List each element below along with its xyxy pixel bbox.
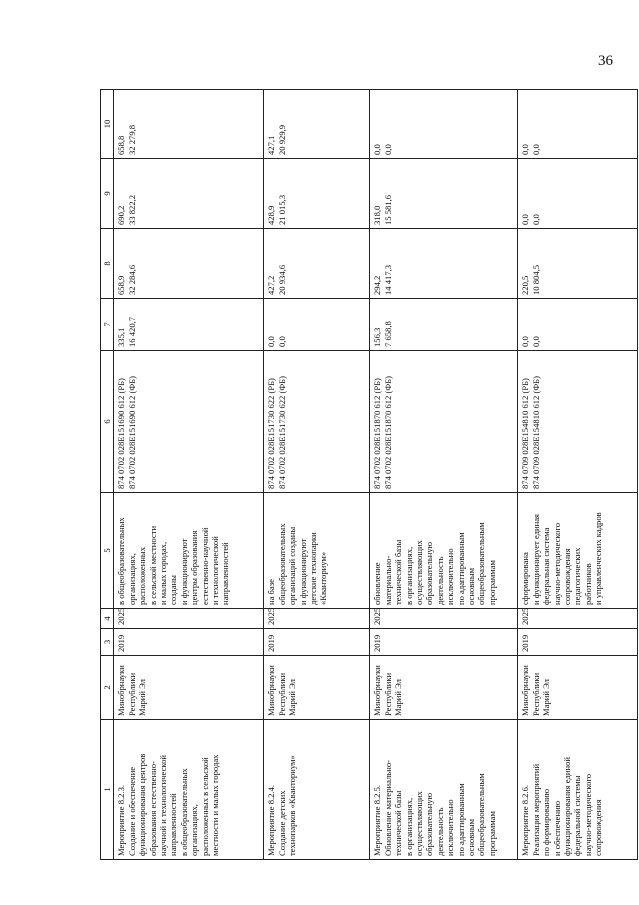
cell-line: 20 929,9: [276, 124, 287, 155]
cell-line: технической базы: [393, 790, 404, 856]
table-body: [114, 90, 638, 860]
cell-col-8: [264, 229, 370, 299]
cell-line: исключительно: [445, 548, 456, 605]
table-row: [114, 90, 264, 860]
cell-line: направленностей: [168, 793, 179, 856]
cell-line: 32 284,6: [126, 264, 137, 295]
column-header-2: 2: [101, 656, 114, 720]
cell-line: Мероприятие 8.2.4.: [266, 784, 277, 856]
cell-line: 33 822,2: [126, 194, 137, 225]
cell-line: технопарков «Кванториум»: [287, 755, 298, 856]
cell-col-4: 2025: [518, 609, 638, 629]
cell-line: 0,0: [530, 336, 541, 347]
header-row: [101, 90, 114, 860]
cell-line: работников: [582, 563, 593, 605]
cell-line: 335,1: [116, 327, 127, 347]
cell-line: и малых городах,: [158, 541, 169, 605]
cell-col-6: [264, 351, 370, 493]
cell-line: общеобразовательных: [276, 523, 287, 605]
column-header-5: 5: [101, 493, 114, 609]
cell-col-2: [114, 656, 264, 720]
cell-line: и функционируют: [178, 538, 189, 605]
cell-line: по адаптированным: [455, 532, 466, 605]
cell-line: технической базы: [393, 539, 404, 605]
cell-line: 0,0: [276, 336, 287, 347]
cell-line: 0,0: [266, 336, 277, 347]
cell-line: созданы: [168, 575, 179, 605]
cell-line: функционирования центров: [137, 753, 148, 856]
cell-line: научно-методического: [551, 522, 562, 605]
cell-line: и функционирует единая: [530, 514, 541, 605]
cell-line: Республики: [530, 672, 541, 716]
cell-line: по адаптированным: [455, 783, 466, 856]
cell-line: 15 581,6: [382, 194, 393, 225]
cell-line: основным: [466, 567, 477, 605]
cell-line: Обновление материально-: [382, 760, 393, 856]
cell-line: 0,0: [530, 214, 541, 225]
cell-line: общеобразовательным: [476, 522, 487, 605]
cell-line: 294,2: [372, 275, 383, 295]
cell-line: Минобрнауки: [372, 665, 383, 716]
cell-line: организаций созданы: [287, 526, 298, 605]
cell-line: педагогических: [572, 547, 583, 605]
cell-line: 20 934,6: [276, 264, 287, 295]
cell-line: в организациях,: [403, 797, 414, 856]
column-header-4: 4: [101, 609, 114, 629]
cell-line: 874 0702 028E151870 612 (ФБ): [382, 376, 393, 489]
cell-col-7: [370, 299, 518, 351]
cell-line: 874 0702 028E151870 612 (РБ): [372, 378, 383, 489]
cell-col-1: [518, 720, 638, 860]
cell-line: Марий Эл: [393, 679, 404, 716]
cell-line: 16 420,7: [126, 316, 137, 347]
cell-col-3: 2019: [370, 629, 518, 656]
cell-col-9: [264, 159, 370, 229]
cell-line: Марий Эл: [541, 679, 552, 716]
cell-line: основным: [466, 818, 477, 856]
cell-line: 0,0: [520, 336, 531, 347]
cell-line: Республики: [126, 672, 137, 716]
cell-line: 21 015,3: [276, 194, 287, 225]
rotated-table-container: [100, 90, 605, 860]
cell-line: 10 804,5: [530, 264, 541, 295]
cell-line: программам: [486, 560, 497, 605]
cell-line: детские технопарки: [308, 532, 319, 605]
table-row: [518, 90, 638, 860]
cell-col-8: [370, 229, 518, 299]
cell-line: Создание детских: [276, 790, 287, 856]
cell-col-5: [114, 493, 264, 609]
cell-line: Создание и обеспечение: [126, 766, 137, 856]
column-header-9: 9: [101, 159, 114, 229]
cell-line: 874 0702 028E151730 622 (РБ): [266, 378, 277, 489]
cell-col-9: [114, 159, 264, 229]
cell-line: функционирования единой: [562, 757, 573, 856]
cell-line: сопровождения: [562, 548, 573, 605]
cell-line: 874 0702 028E151690 612 (РБ): [116, 378, 127, 489]
cell-line: федеральной системы: [572, 775, 583, 856]
cell-line: 7 658,8: [382, 321, 393, 347]
cell-col-2: [370, 656, 518, 720]
cell-col-7: [114, 299, 264, 351]
cell-line: местности и малых городах: [210, 754, 221, 856]
cell-line: обновление: [372, 562, 383, 605]
cell-line: общеобразовательным: [476, 773, 487, 856]
cell-line: Республики: [276, 672, 287, 716]
cell-line: 427,2: [266, 275, 277, 295]
cell-line: в общеобразовательных: [178, 768, 189, 856]
cell-col-4: 2025: [114, 609, 264, 629]
cell-line: и технологической: [210, 536, 221, 605]
cell-line: 874 0702 028E151690 612 (ФБ): [126, 376, 137, 489]
column-header-1: 1: [101, 720, 114, 860]
cell-col-6: [370, 351, 518, 493]
cell-line: сформирована: [520, 552, 531, 605]
cell-col-9: [370, 159, 518, 229]
cell-line: в общеобразовательных: [116, 517, 127, 605]
column-header-8: 8: [101, 229, 114, 299]
cell-line: Марий Эл: [287, 679, 298, 716]
cell-col-8: [114, 229, 264, 299]
cell-line: направленностей: [220, 542, 231, 605]
cell-line: 0,0: [382, 144, 393, 155]
cell-line: Мероприятие 8.2.5.: [372, 784, 383, 856]
cell-line: сопровождения: [593, 799, 604, 856]
cell-line: научно-методического: [582, 773, 593, 856]
cell-line: организациях,: [126, 553, 137, 605]
cell-col-1: [114, 720, 264, 860]
cell-line: 220,5: [520, 275, 531, 295]
cell-line: федеральная система: [541, 527, 552, 605]
program-activities-table: [100, 89, 638, 860]
cell-line: научной и технологической: [158, 754, 169, 856]
cell-line: расположенных: [137, 547, 148, 605]
cell-line: центры образования: [189, 530, 200, 605]
cell-line: 0,0: [530, 144, 541, 155]
cell-col-10: [264, 90, 370, 159]
cell-col-10: [518, 90, 638, 159]
column-header-3: 3: [101, 629, 114, 656]
cell-col-3: 2019: [114, 629, 264, 656]
page-number: 36: [598, 53, 613, 69]
cell-col-6: [518, 351, 638, 493]
cell-line: материально-: [382, 555, 393, 605]
cell-col-10: [114, 90, 264, 159]
cell-line: образовательную: [424, 541, 435, 605]
cell-col-9: [518, 159, 638, 229]
cell-line: деятельность: [434, 556, 445, 605]
table-row: [370, 90, 518, 860]
cell-line: осуществляющих: [414, 791, 425, 856]
cell-col-2: [264, 656, 370, 720]
cell-col-10: [370, 90, 518, 159]
cell-col-5: [370, 493, 518, 609]
cell-line: 0,0: [520, 214, 531, 225]
cell-line: 14 417,3: [382, 264, 393, 295]
cell-line: исключительно: [445, 799, 456, 856]
column-header-6: 6: [101, 351, 114, 493]
cell-line: Республики: [382, 672, 393, 716]
cell-col-5: [518, 493, 638, 609]
cell-col-3: 2019: [264, 629, 370, 656]
cell-col-1: [370, 720, 518, 860]
cell-line: Минобрнауки: [520, 665, 531, 716]
cell-line: 318,0: [372, 205, 383, 225]
cell-line: 658,9: [116, 275, 127, 295]
cell-line: и обеспечению: [551, 800, 562, 856]
cell-line: 658,8: [116, 135, 127, 155]
cell-line: 874 0709 028E154810 612 (ФБ): [530, 376, 541, 489]
cell-line: Мероприятие 8.2.3.: [116, 784, 127, 856]
cell-line: 427,1: [266, 135, 277, 155]
cell-line: Минобрнауки: [266, 665, 277, 716]
cell-line: образовательную: [424, 792, 435, 856]
cell-line: образования естественно-: [147, 761, 158, 856]
cell-line: деятельность: [434, 807, 445, 856]
cell-col-4: 2025: [370, 609, 518, 629]
cell-line: в сельской местности: [147, 525, 158, 605]
cell-line: 874 0709 028E154810 612 (РБ): [520, 378, 531, 489]
cell-col-4: 2025: [264, 609, 370, 629]
cell-col-7: [264, 299, 370, 351]
cell-line: 0,0: [372, 144, 383, 155]
column-header-10: 10: [101, 90, 114, 159]
table-row: [264, 90, 370, 860]
cell-line: Марий Эл: [137, 679, 148, 716]
cell-line: 690,2: [116, 205, 127, 225]
cell-line: осуществляющих: [414, 540, 425, 605]
cell-line: 428,9: [266, 205, 277, 225]
cell-line: на базе: [266, 579, 277, 605]
cell-col-2: [518, 656, 638, 720]
cell-line: Мероприятие 8.2.6.: [520, 784, 531, 856]
cell-line: Минобрнауки: [116, 665, 127, 716]
cell-col-5: [264, 493, 370, 609]
cell-line: естественно-научной: [199, 527, 210, 605]
cell-line: по формированию: [541, 788, 552, 856]
cell-line: программам: [486, 811, 497, 856]
cell-col-6: [114, 351, 264, 493]
column-header-7: 7: [101, 299, 114, 351]
cell-line: и функционируют: [297, 538, 308, 605]
cell-line: в организациях,: [403, 546, 414, 605]
cell-line: 874 0702 028E151730 622 (ФБ): [276, 376, 287, 489]
cell-line: 32 279,8: [126, 124, 137, 155]
cell-line: и управленческих кадров: [593, 512, 604, 605]
cell-col-7: [518, 299, 638, 351]
cell-line: Реализация мероприятий: [530, 763, 541, 856]
cell-line: 0,0: [520, 144, 531, 155]
cell-col-1: [264, 720, 370, 860]
cell-col-8: [518, 229, 638, 299]
cell-line: «Кванториум»: [318, 551, 329, 605]
cell-line: 156,3: [372, 327, 383, 347]
cell-col-3: 2019: [518, 629, 638, 656]
cell-line: организациях,: [189, 804, 200, 856]
cell-line: расположенных в сельской: [199, 757, 210, 856]
